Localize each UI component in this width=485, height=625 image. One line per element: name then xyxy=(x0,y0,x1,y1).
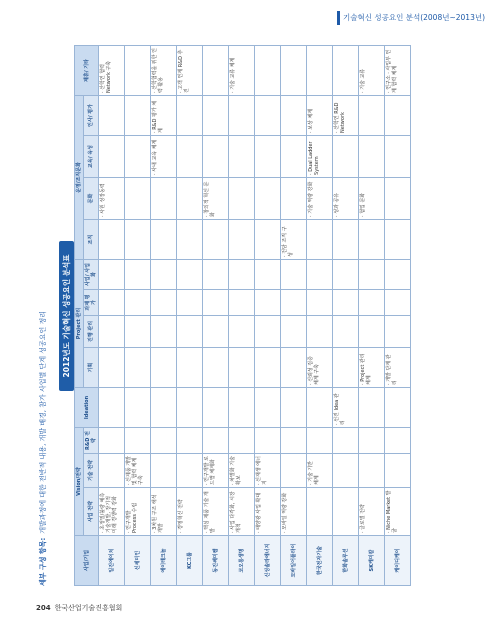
table-cell xyxy=(333,347,359,387)
table-cell xyxy=(125,135,151,177)
table-cell xyxy=(281,315,307,347)
table-cell: · 신재생 에너지 xyxy=(255,454,281,488)
table-cell: · 차별화 기술 확보 xyxy=(229,454,255,488)
table-cell xyxy=(333,488,359,536)
table-cell xyxy=(333,289,359,315)
table-cell xyxy=(203,135,229,177)
col-evaluation: 과제 평가 xyxy=(84,289,99,315)
caption-text: 개발과정에 대한 전반적 내용, 개발 배경, 참가 사업별 단계 성공요인 정리 xyxy=(39,310,47,534)
table-cell xyxy=(125,427,151,453)
table-cell xyxy=(177,454,203,488)
table-cell xyxy=(333,219,359,259)
table-cell xyxy=(177,177,203,219)
page-header xyxy=(0,0,485,42)
table-cell xyxy=(151,387,177,427)
table-cell xyxy=(151,289,177,315)
table-cell xyxy=(125,45,151,95)
table-cell xyxy=(385,95,411,135)
table-cell xyxy=(255,315,281,347)
row-company: 에이테크놀 xyxy=(151,536,177,586)
table-cell: · 사업 다각화, 시장 개척 xyxy=(229,488,255,536)
table-cell xyxy=(203,45,229,95)
table-cell xyxy=(151,219,177,259)
table-cell xyxy=(255,177,281,219)
col-culture: 문화 xyxy=(84,177,99,219)
table-cell xyxy=(281,177,307,219)
header-accent-bar xyxy=(337,11,340,25)
col-progress: 진행 관리 xyxy=(84,315,99,347)
table-cell xyxy=(125,219,151,259)
row-company: 모바일어플라이 xyxy=(281,536,307,586)
table-cell: · 연구개발 로드맵 체계화 xyxy=(203,454,229,488)
table-cell: · 창의적 혁신 문화 xyxy=(203,177,229,219)
table-cell xyxy=(359,219,385,259)
table-cell xyxy=(359,135,385,177)
table-cell: · 고객 연계 R&D 추진 xyxy=(177,45,203,95)
table-cell xyxy=(99,347,125,387)
table-cell: · 경영혁신 전략 xyxy=(177,488,203,536)
table-cell xyxy=(151,427,177,453)
table-cell: · 신제품 개발 및 협력 체계 구축 xyxy=(125,454,151,488)
table-cell xyxy=(307,219,333,259)
table-cell: · 사내 교육 체계 xyxy=(151,135,177,177)
table-cell xyxy=(281,454,307,488)
table-cell xyxy=(99,259,125,289)
group-vision: Vision/전략 xyxy=(75,427,84,535)
table-cell xyxy=(281,135,307,177)
table-cell xyxy=(359,315,385,347)
header-title: 기술혁신 성공요인 분석(2008년~2013년) xyxy=(343,13,485,22)
table-cell xyxy=(385,289,411,315)
table-cell xyxy=(99,289,125,315)
table-cell: · Project 관리 체계 xyxy=(359,347,385,387)
success-factor-table xyxy=(74,45,411,586)
table-cell xyxy=(385,135,411,177)
table-cell xyxy=(385,177,411,219)
row-company: 동진쎄미켐 xyxy=(203,536,229,586)
table-cell xyxy=(359,95,385,135)
table-cell xyxy=(385,259,411,289)
table-cell xyxy=(333,135,359,177)
table-cell xyxy=(99,387,125,427)
table-cell xyxy=(255,427,281,453)
table-cell: · 전담 조직 구성 xyxy=(281,219,307,259)
table-cell xyxy=(255,387,281,427)
table-cell xyxy=(255,45,281,95)
table-cell xyxy=(229,177,255,219)
table-cell xyxy=(203,259,229,289)
row-company: 코오롱생명 xyxy=(229,536,255,586)
table-cell xyxy=(385,315,411,347)
table-cell xyxy=(151,177,177,219)
table-cell xyxy=(229,95,255,135)
col-biz-strategy: 사업 전략 xyxy=(84,488,99,536)
table-row xyxy=(229,45,255,585)
table-cell xyxy=(99,427,125,453)
table-row xyxy=(359,45,385,585)
table-cell xyxy=(177,347,203,387)
table-cell xyxy=(281,347,307,387)
table-row xyxy=(203,45,229,585)
table-cell xyxy=(203,387,229,427)
table-cell xyxy=(125,289,151,315)
table-cell: · 개발 단계 관리 xyxy=(385,347,411,387)
table-cell xyxy=(177,387,203,427)
table-cell xyxy=(177,289,203,315)
table-cell xyxy=(307,427,333,453)
row-company: 한화솔루션 xyxy=(333,536,359,586)
table-row xyxy=(151,45,177,585)
table-row xyxy=(255,45,281,585)
table-cell xyxy=(125,347,151,387)
table-cell xyxy=(385,219,411,259)
table-cell xyxy=(229,427,255,453)
table-cell xyxy=(333,427,359,453)
col-education: 교육/ 육성 xyxy=(84,135,99,177)
table-cell: · 사원 성장동력 xyxy=(99,177,125,219)
row-company: SK케미칼 xyxy=(359,536,385,586)
table-cell xyxy=(125,259,151,289)
table-cell xyxy=(151,454,177,488)
table-cell xyxy=(255,135,281,177)
table-cell xyxy=(385,454,411,488)
page-number: 204 xyxy=(36,604,51,612)
table-cell xyxy=(99,219,125,259)
col-partner: 제휴/ 기타 xyxy=(75,45,99,95)
table-cell xyxy=(229,135,255,177)
table-cell xyxy=(229,219,255,259)
table-cell: · R&D 평가 체계 xyxy=(151,95,177,135)
col-commercial: 사업/ 사업화 xyxy=(84,259,99,289)
col-hr: 인사/ 평가 xyxy=(84,95,99,135)
table-cell: · 선진 Idea 관리 xyxy=(333,387,359,427)
group-project: Project 관리 xyxy=(75,259,84,387)
table-cell xyxy=(203,347,229,387)
table-cell xyxy=(151,315,177,347)
table-cell: · 기술 기반 체계 xyxy=(307,454,333,488)
table-cell: · 보상 체계 xyxy=(307,95,333,135)
table-cell xyxy=(307,259,333,289)
row-company: 한국전자기술 xyxy=(307,536,333,586)
table-cell xyxy=(177,427,203,453)
table-cell xyxy=(281,259,307,289)
row-company: KC그룹 xyxy=(177,536,203,586)
table-cell: · Niche Market 발굴 xyxy=(385,488,411,536)
table-cell: · 성과 공유 xyxy=(333,177,359,219)
table-cell xyxy=(229,315,255,347)
table-cell xyxy=(99,135,125,177)
table-cell: · 모바일 역량 강화 xyxy=(281,488,307,536)
table-cell: · 산학협력을 위한 인력 활용 xyxy=(151,45,177,95)
table-cell xyxy=(281,427,307,453)
table-cell xyxy=(333,315,359,347)
row-company: 케이디케이 xyxy=(385,536,411,586)
table-cell: · Dual Ladder System xyxy=(307,135,333,177)
table-cell xyxy=(255,219,281,259)
table-cell xyxy=(99,454,125,488)
col-rnd-strategy: R&D 전략 xyxy=(84,427,99,453)
table-cell: · 태양광 사업 확대 xyxy=(255,488,281,536)
table-cell xyxy=(359,427,385,453)
table-cell xyxy=(359,387,385,427)
rotated-content xyxy=(38,46,428,586)
table-cell xyxy=(125,177,151,219)
table-cell xyxy=(177,315,203,347)
table-cell xyxy=(307,387,333,427)
col-tech-strategy: 기술 전략 xyxy=(84,454,99,488)
table-cell xyxy=(203,95,229,135)
table-cell: · 산학연 협력 Network 구축 xyxy=(99,45,125,95)
table-cell xyxy=(255,95,281,135)
table-cell: · 기술 교류 xyxy=(359,45,385,95)
table-cell xyxy=(177,219,203,259)
table-cell xyxy=(307,488,333,536)
row-company: 신세미인 xyxy=(125,536,151,586)
table-cell: · 핵심 제품 기술 개발 xyxy=(203,488,229,536)
table-cell: · 산학연 R&D Network xyxy=(333,95,359,135)
table-cell xyxy=(229,289,255,315)
caption-prefix: 세부 구성 항목: xyxy=(39,537,47,586)
table-cell xyxy=(255,289,281,315)
table-cell xyxy=(125,387,151,427)
table-cell xyxy=(177,95,203,135)
table-cell xyxy=(99,315,125,347)
table-banner: 2012년도 기술혁신 성공요인 분석표 xyxy=(59,241,74,392)
table-cell: · 초정밀/불량 예측 기술개발, 장기적 미래 경쟁력 강화 xyxy=(99,488,125,536)
table-cell xyxy=(203,315,229,347)
table-cell xyxy=(307,315,333,347)
table-cell xyxy=(307,289,333,315)
table-cell: · 3차원 구조 해석 개발 xyxy=(151,488,177,536)
banner-wrap xyxy=(54,46,70,586)
table-row xyxy=(281,45,307,585)
table-cell: · 신뢰성 검증 체계 구축 xyxy=(307,347,333,387)
table-cell xyxy=(177,259,203,289)
table-cell xyxy=(359,259,385,289)
table-body xyxy=(99,45,411,585)
page-footer xyxy=(36,603,122,613)
col-planning: 기획 xyxy=(84,347,99,387)
table-cell xyxy=(229,259,255,289)
table-cell xyxy=(307,45,333,95)
table-cell xyxy=(151,347,177,387)
table-cell xyxy=(385,387,411,427)
table-cell xyxy=(255,347,281,387)
table-cell xyxy=(333,259,359,289)
table-cell: · 기술 역량 강화 xyxy=(307,177,333,219)
table-row xyxy=(385,45,411,585)
group-org: 운영/조직문화 xyxy=(75,95,84,259)
table-cell xyxy=(281,289,307,315)
table-cell xyxy=(281,45,307,95)
table-row xyxy=(307,45,333,585)
section-caption xyxy=(38,46,52,586)
footer-org: 한국산업기술진흥협회 xyxy=(54,604,123,612)
table-cell xyxy=(203,427,229,453)
table-cell xyxy=(281,95,307,135)
table-cell: · 기술 교류 체계 xyxy=(229,45,255,95)
table-cell: · 협업 문화 xyxy=(359,177,385,219)
table-cell xyxy=(177,135,203,177)
table-row xyxy=(333,45,359,585)
table-cell xyxy=(229,387,255,427)
col-company: 사업/기업 xyxy=(75,536,99,586)
table-cell xyxy=(255,259,281,289)
table-cell xyxy=(203,219,229,259)
table-cell: · 글로벌 전략 xyxy=(359,488,385,536)
table-cell xyxy=(99,95,125,135)
table-row xyxy=(125,45,151,585)
table-cell xyxy=(125,95,151,135)
table-cell xyxy=(151,259,177,289)
table-cell xyxy=(229,347,255,387)
row-company: 신성솔라에너지 xyxy=(255,536,281,586)
col-organization: 조직 xyxy=(84,219,99,259)
row-company: 일진에이치 xyxy=(99,536,125,586)
table-cell xyxy=(125,315,151,347)
table-cell xyxy=(203,289,229,315)
table-cell xyxy=(333,45,359,95)
table-cell xyxy=(333,454,359,488)
table-row xyxy=(99,45,125,585)
table-cell xyxy=(281,387,307,427)
col-ideation: Ideation xyxy=(75,387,99,427)
table-cell xyxy=(359,289,385,315)
table-row xyxy=(177,45,203,585)
table-cell: · 연구개발 Process 수립 xyxy=(125,488,151,536)
table-cell: · 연구소 · 사업부 연계 협력 체계 xyxy=(385,45,411,95)
table-cell xyxy=(385,427,411,453)
table-cell xyxy=(359,454,385,488)
